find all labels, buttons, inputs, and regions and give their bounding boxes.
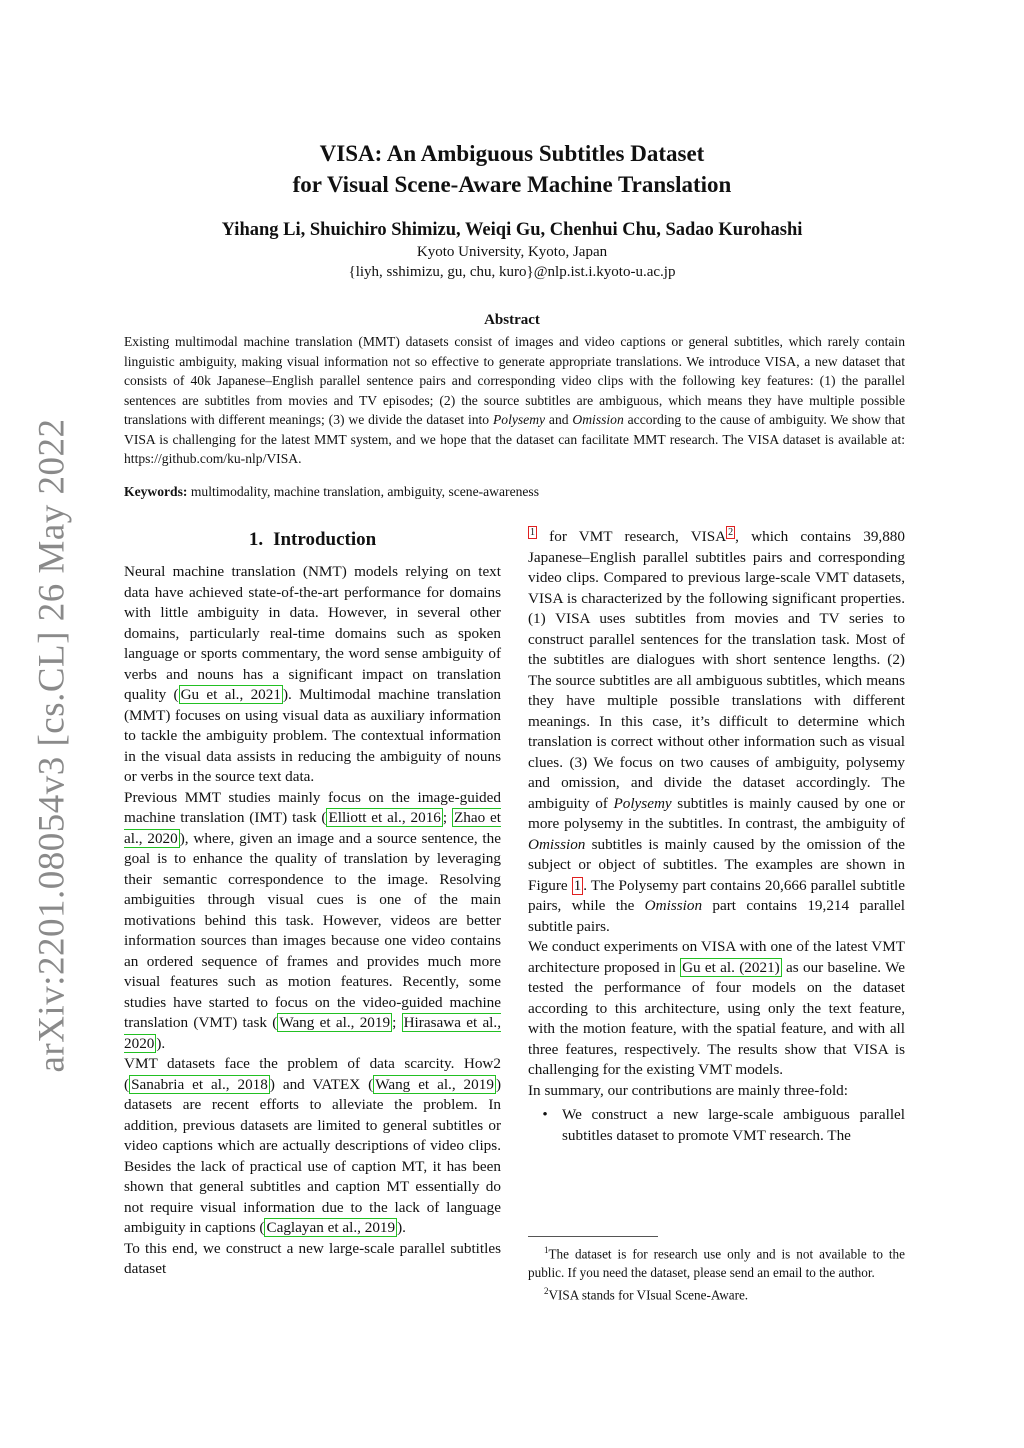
text-run: , which contains 39,880 Japanese–English parallel subtitles pairs and corresponding video clips. Compared to previous large-scale VMT datasets, VISA is characterized by the following significant properties. (1) VISA uses subtitles from movies and TV series to construct parallel sentences for the translation task. Most of the subtitles are dialogues with short sentence lengths. (2) The source subtitles are all ambiguous subtitles, which means they have multiple possible translations with different meanings. In this case, it’s difficult to determine which translation is correct without other information such as visual clues. (3) We focus on two causes of ambiguity, polysemy and omission, and divide the dataset accordingly. The ambiguity of [528,528,905,812]
abstract-em-omission: Omission [572,412,624,427]
abstract-text: according to the cause of ambiguity. We show that VISA is challenging for the latest MMT system, and we hope that the dataset can facilitate MMT research. The VISA dataset is available at: https://github.com/ku-nlp/VISA. [124,412,905,466]
right-column [528,527,905,1146]
text-run: ). Multimodal machine translation (MMT) focuses on using visual data as auxiliary information to tackle the ambiguity problem. The contextual information in the visual data assists in reducing the ambiguity of nouns or verbs in the source text data. [124,686,502,785]
text-run: part contains 19,214 parallel subtitle pairs. [528,897,905,935]
bullet-text: We construct a new large-scale ambiguous parallel subtitles dataset to promote VMT research. The [562,1106,905,1144]
arxiv-sidebar-stamp [22,417,82,1073]
abstract-heading: Abstract [484,312,540,328]
text-run: for VMT research, VISA [537,528,727,545]
text-run: subtitles is mainly caused by the omission of the subject or object of subtitles. The examples are shown in Figure [528,835,905,894]
text-run: Previous MMT studies mainly focus on the image-guided machine translation (IMT) task ( [124,788,501,826]
intro-paragraph-4-cont [528,527,905,937]
emphasis: Polysemy [613,794,672,812]
citation-link[interactable]: Wang et al., 2019 [279,1014,391,1031]
text-run: ; [392,1014,402,1031]
intro-paragraph-6: In summary, our contributions are mainly three-fold: [528,1081,848,1099]
section-heading-introduction [124,527,501,553]
paper-title [0,138,1024,200]
emphasis: Omission [528,835,586,853]
emphasis: Omission [644,897,703,914]
text-run: subtitles is mainly caused by one or more polysemy in the subtitles. In contrast, the ambiguity of [528,794,905,832]
footnotes [528,1241,905,1305]
footnote-text: VISA stands for VIsual Scene-Aware. [548,1287,749,1303]
citation-link[interactable]: Hirasawa et al., 2020 [124,1014,501,1052]
title-line-1: VISA: An Ambiguous Subtitles Dataset [319,141,705,166]
text-run: as our baseline. We tested the performance of four models on the dataset according to this architecture, using only the text feature, with the motion feature, with the spatial feature, and with all three features, respectively. The results show that VISA is challenging for the existing VMT models. [528,958,905,1078]
keywords-label: Keywords: [124,484,188,499]
citation-link[interactable]: Wang et al., 2019 [375,1075,494,1093]
footnote-marker: 2 [544,1286,549,1297]
text-run: ), where, given an image and a source sentence, the goal is to enhance the quality of translation by leveraging their semantic correspondence to the image. Resolving ambiguities through visual cues is one of the main motivations behind this task. However, videos are better information sources than images because one video contains an ordered sequence of frames and provides much more visual features such as motion features. Recently, some studies have started to focus on the video-guided machine translation (VMT) task ( [124,829,501,1031]
citation-link[interactable]: Caglayan et al., 2019 [266,1219,396,1236]
text-run: Neural machine translation (NMT) models relying on text data have achieved state-of-the-art performance for domains with little ambiguity in data. However, in several other domains, particularly real-time domains such as spoken language or sports commentary, the word sense ambiguity of verbs and nouns has a significant impact on translation quality ( [124,563,501,703]
text-run: VMT datasets face the problem of data scarcity. How2 ( [124,1055,501,1093]
intro-paragraph-3 [124,1054,501,1239]
abstract-em-polysemy: Polysemy [492,412,546,427]
footnote-ref-2[interactable]: 2 [728,526,734,538]
text-run: ). [397,1219,406,1236]
abstract-text: and [545,412,573,427]
citation-link[interactable]: Gu et al., 2021 [180,686,281,703]
left-column [124,527,501,1280]
text-run: . The Polysemy part contains 20,666 parallel subtitle pairs, while the [528,876,905,914]
footnote-1 [528,1241,905,1282]
citation-link[interactable]: Zhao et al., 2020 [124,809,501,847]
text-run: ). [156,1034,166,1052]
section-number: 1. [248,529,264,550]
footnote-text: The dataset is for research use only and is not available to the public. If you need the dataset, please send an email to the author. [528,1246,905,1280]
figure-ref-link[interactable]: 1 [573,877,582,894]
text-run: ) datasets are recent efforts to alleviate the problem. In addition, previous datasets are limited to general subtitles or video captions which are actually descriptions of video clips. Besides the lack of practical use of caption MT, it has been shown that general subtitles and caption MT essentially do not require visual information due to the lack of language ambiguity in captions ( [124,1075,501,1236]
intro-paragraph-5 [528,937,905,1081]
author-list: Yihang Li, Shuichiro Shimizu, Weiqi Gu, Chenhui Chu, Sadao Kurohashi [221,220,803,240]
keywords-text: multimodality, machine translation, ambiguity, scene-awareness [187,484,540,499]
footnote-ref-1[interactable]: 1 [530,526,535,538]
affiliation: Kyoto University, Kyoto, Japan [416,244,608,260]
citation-link[interactable]: Gu et al. (2021) [682,958,780,976]
keywords [124,484,539,500]
text-run: We conduct experiments on VISA with one of the latest VMT architecture proposed in [528,938,905,976]
text-run: ) and VATEX ( [269,1075,374,1093]
text-run: To this end, we construct a new large-scale parallel subtitles dataset [124,1239,501,1277]
abstract-body [124,332,905,469]
author-emails: {liyh, sshimizu, gu, chu, kuro}@nlp.ist.i.kyoto-u.ac.jp [348,264,676,280]
intro-paragraph-1 [124,562,501,788]
citation-link[interactable]: Elliott et al., 2016 [328,809,441,826]
intro-paragraph-4-start [124,1239,501,1280]
intro-paragraph-2 [124,788,501,1055]
bullet-dot-icon: • [542,1106,548,1123]
footnote-marker: 1 [544,1245,549,1255]
text-run: ; [442,809,452,826]
abstract-text: Existing multimodal machine translation (MMT) datasets consist of images and video captions or general subtitles, which rarely contain linguistic ambiguity, making visual information not so effective to generate appropriate translations. We introduce VISA, a new dataset that consists of 40k Japanese–English parallel sentence pairs and corresponding video clips with the following key features: (1) the parallel sentences are subtitles from movies and TV episodes; (2) the source subtitles are ambiguous, which means they have multiple possible translations with different meanings; (3) we divide the dataset into [124,334,905,427]
title-line-2: for Visual Scene-Aware Machine Translation [292,172,732,197]
citation-link[interactable]: Sanabria et al., 2018 [131,1075,268,1093]
footnote-2 [528,1282,905,1305]
arxiv-id: arXiv:2201.08054v3 [cs.CL] 26 May 2022 [31,417,73,1073]
footnote-divider [528,1236,658,1237]
section-title: Introduction [273,529,377,550]
contribution-bullet [528,1105,905,1146]
